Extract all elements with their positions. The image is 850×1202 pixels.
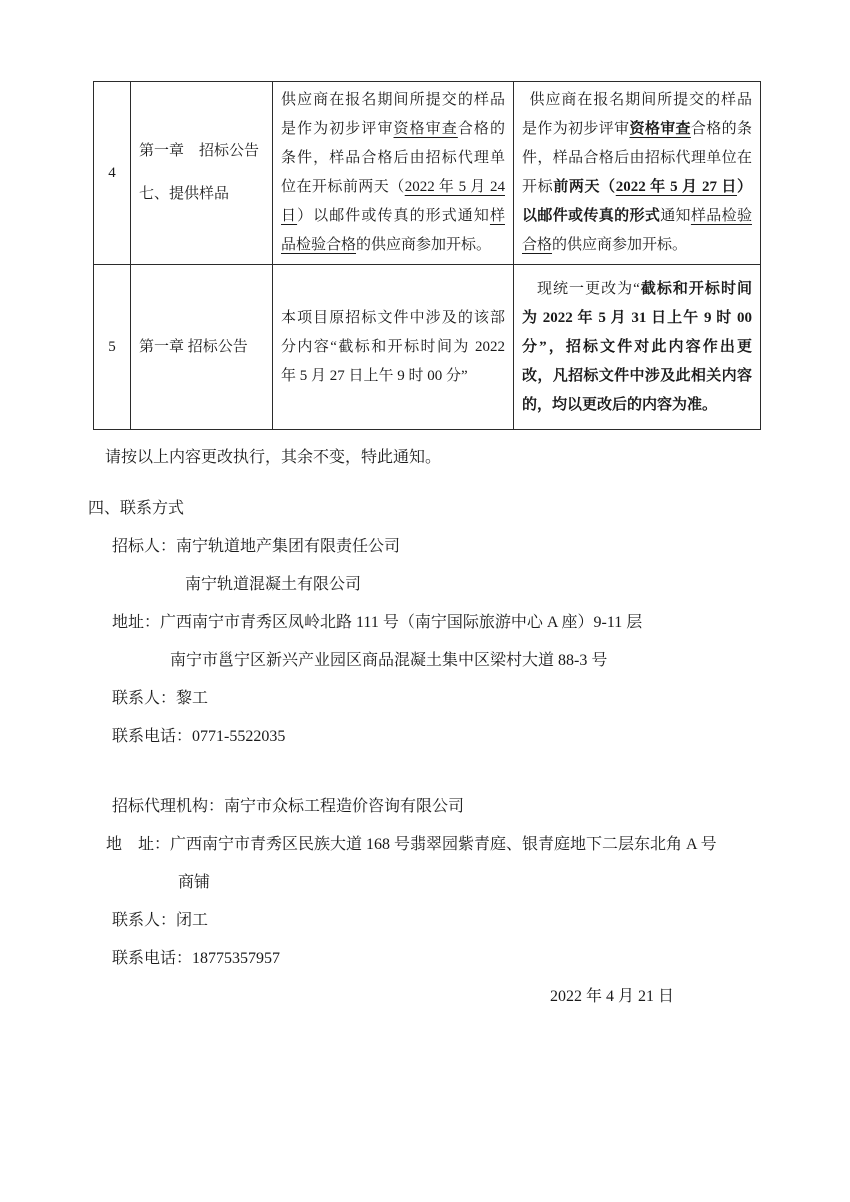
agency-address-2: 商铺 bbox=[178, 874, 211, 891]
tenderer-line: 招标人：南宁轨道地产集团有限责任公司 bbox=[112, 538, 401, 555]
section-cell bbox=[131, 265, 273, 430]
tenderer-address-2: 南宁市邕宁区新兴产业园区商品混凝土集中区梁村大道 88-3 号 bbox=[170, 652, 608, 669]
section-cell bbox=[131, 82, 273, 265]
original-content-cell: 本项目原招标文件中涉及的该部分内容“截标和开标时间为 2022 年 5 月 27 日上午 9 时 00 分” bbox=[273, 265, 514, 430]
document-date: 2022 年 4 月 21 日 bbox=[550, 988, 675, 1005]
row-number: 5 bbox=[94, 265, 131, 430]
tenderer-address-line: 地址：广西南宁市青秀区凤岭北路 111 号（南宁国际旅游中心 A 座）9-11 层 bbox=[112, 614, 643, 631]
table-row-4 bbox=[94, 82, 761, 265]
agency-phone: 联系电话：18775357957 bbox=[112, 950, 281, 967]
section-line: 第一章 招标公告 bbox=[139, 143, 260, 159]
tenderer-company-2: 南宁轨道混凝土有限公司 bbox=[185, 576, 362, 593]
revised-content-cell: 现统一更改为“截标和开标时间为 2022 年 5 月 31 日上午 9 时 00 分”，招标文件对此内容作出更改，凡招标文件中涉及此相关内容的，均以更改后的内容为准。 bbox=[514, 265, 761, 430]
agency-address-line: 地 址：广西南宁市青秀区民族大道 168 号翡翠园紫青庭、银青庭地下二层东北角 A 号 bbox=[106, 836, 717, 853]
revised-content-cell: 供应商在报名期间所提交的样品是作为初步评审资格审查合格的条件，样品合格后由招标代理单位在开标前两天（2022 年 5 月 27 日）以邮件或传真的形式通知样品检验合格的供应商参加开标。 bbox=[514, 82, 761, 265]
agency-contact-person: 联系人：闭工 bbox=[112, 912, 209, 929]
tenderer-phone: 联系电话：0771-5522035 bbox=[112, 728, 286, 745]
contact-section-heading: 四、联系方式 bbox=[88, 500, 185, 517]
notice-line: 请按以上内容更改执行，其余不变，特此通知。 bbox=[105, 449, 442, 466]
revision-table bbox=[93, 81, 761, 430]
tenderer-contact-person: 联系人：黎工 bbox=[112, 690, 209, 707]
row-number: 4 bbox=[94, 82, 131, 265]
section-line: 七、提供样品 bbox=[139, 186, 230, 202]
agency-line: 招标代理机构：南宁市众标工程造价咨询有限公司 bbox=[112, 798, 465, 815]
section-line: 第一章 招标公告 bbox=[139, 338, 248, 355]
original-content-cell: 供应商在报名期间所提交的样品是作为初步评审资格审查合格的条件，样品合格后由招标代理单位在开标前两天（2022 年 5 月 24 日）以邮件或传真的形式通知样品检验合格的供应商参加开标。 bbox=[273, 82, 514, 265]
table-row-5 bbox=[94, 265, 761, 430]
